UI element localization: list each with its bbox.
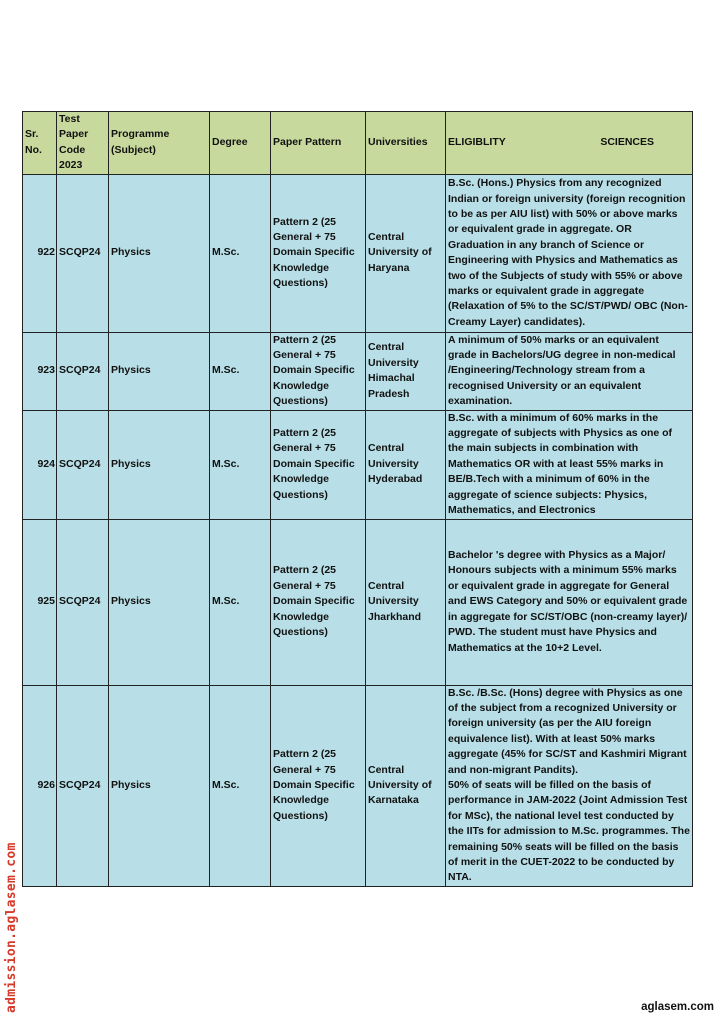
table-row <box>23 685 693 886</box>
table-header-row <box>23 112 693 175</box>
header-section-sciences: SCIENCES <box>600 136 654 149</box>
eligibility-table <box>22 111 693 887</box>
paper-code-cell: SCQP24 <box>57 332 109 410</box>
sr-no-cell: 926 <box>23 685 57 886</box>
header-programme: Programme (Subject) <box>109 112 210 175</box>
table-row <box>23 332 693 410</box>
university-cell: Central University Hyderabad <box>366 410 446 519</box>
sr-no-cell: 922 <box>23 174 57 332</box>
eligibility-cell: A minimum of 50% marks or an equivalent grade in Bachelors/UG degree in non-medical /Engineering/Technology stream from a recognised University or an equivalent examination. <box>446 332 693 410</box>
watermark <box>4 828 20 1013</box>
university-cell: Central University Himachal Pradesh <box>366 332 446 410</box>
table-row <box>23 174 693 332</box>
header-eligibility: ELIGIBLITY <box>448 136 506 149</box>
paper-code-cell: SCQP24 <box>57 174 109 332</box>
programme-cell: Physics <box>109 410 210 519</box>
university-cell: Central University Jharkhand <box>366 519 446 685</box>
paper-code-cell: SCQP24 <box>57 519 109 685</box>
header-sr-no: Sr. No. <box>23 112 57 175</box>
eligibility-cell: B.Sc. with a minimum of 60% marks in the aggregate of subjects with Physics as one of the main subjects in combination with Mathematics OR with at least 55% marks in BE/B.Tech with a minimum of 60% in the aggregate of science subjects: Physics, Mathematics, and Electronics <box>446 410 693 519</box>
paper-pattern-cell: Pattern 2 (25 General + 75 Domain Specific Knowledge Questions) <box>271 685 366 886</box>
eligibility-cell: Bachelor 's degree with Physics as a Major/ Honours subjects with a minimum 55% marks or equivalent grade in aggregate for General and EWS Category and 50% or equivalent grade in aggregate for SC/ST/OBC (non-creamy layer)/ PWD. The student must have Physics and Mathematics at the 10+2 Level. <box>446 519 693 685</box>
header-test-paper-code: Test Paper Code 2023 <box>57 112 109 175</box>
sr-no-cell: 923 <box>23 332 57 410</box>
programme-cell: Physics <box>109 519 210 685</box>
watermark-text: admission.aglasem.com <box>4 842 19 1013</box>
sr-no-cell: 925 <box>23 519 57 685</box>
eligibility-cell: B.Sc. (Hons.) Physics from any recognized Indian or foreign university (foreign recognition to be as per AIU list) with 50% or above marks or equivalent grade in aggregate. OR Graduation in any branch of Science or Engineering with Physics and Mathematics as two of the Subjects of study with 55% or above marks or equivalent grade in aggregate (Relaxation of 5% to the SC/ST/PWD/ OBC (Non-Creamy Layer) candidates). <box>446 174 693 332</box>
programme-cell: Physics <box>109 685 210 886</box>
paper-code-cell: SCQP24 <box>57 685 109 886</box>
header-paper-pattern: Paper Pattern <box>271 112 366 175</box>
programme-cell: Physics <box>109 332 210 410</box>
degree-cell: M.Sc. <box>210 332 271 410</box>
sr-no-cell: 924 <box>23 410 57 519</box>
degree-cell: M.Sc. <box>210 519 271 685</box>
university-cell: Central University of Karnataka <box>366 685 446 886</box>
paper-pattern-cell: Pattern 2 (25 General + 75 Domain Specific Knowledge Questions) <box>271 410 366 519</box>
paper-pattern-cell: Pattern 2 (25 General + 75 Domain Specific Knowledge Questions) <box>271 519 366 685</box>
footer-site-link[interactable]: aglasem.com <box>641 1001 714 1013</box>
degree-cell: M.Sc. <box>210 174 271 332</box>
degree-cell: M.Sc. <box>210 410 271 519</box>
paper-pattern-cell: Pattern 2 (25 General + 75 Domain Specific Knowledge Questions) <box>271 332 366 410</box>
eligibility-cell: B.Sc. /B.Sc. (Hons) degree with Physics as one of the subject from a recognized University or foreign university (as per the AIU foreign equivalence list). With at least 50% marks aggregate (45% for SC/ST and Kashmiri Migrant and non-migrant Pandits). 50% of seats will be filled on the basis of performance in JAM-2022 (Joint Admission Test for MSc), the national level test conducted by the IITs for admission to M.Sc. programmes. The remaining 50% seats will be filled on the basis of merit in the CUET-2022 to be conducted by NTA. <box>446 685 693 886</box>
header-universities: Universities <box>366 112 446 175</box>
programme-cell: Physics <box>109 174 210 332</box>
paper-pattern-cell: Pattern 2 (25 General + 75 Domain Specific Knowledge Questions) <box>271 174 366 332</box>
university-cell: Central University of Haryana <box>366 174 446 332</box>
degree-cell: M.Sc. <box>210 685 271 886</box>
header-degree: Degree <box>210 112 271 175</box>
table-row <box>23 519 693 685</box>
table-row <box>23 410 693 519</box>
paper-code-cell: SCQP24 <box>57 410 109 519</box>
header-eligibility-cell <box>446 112 693 175</box>
